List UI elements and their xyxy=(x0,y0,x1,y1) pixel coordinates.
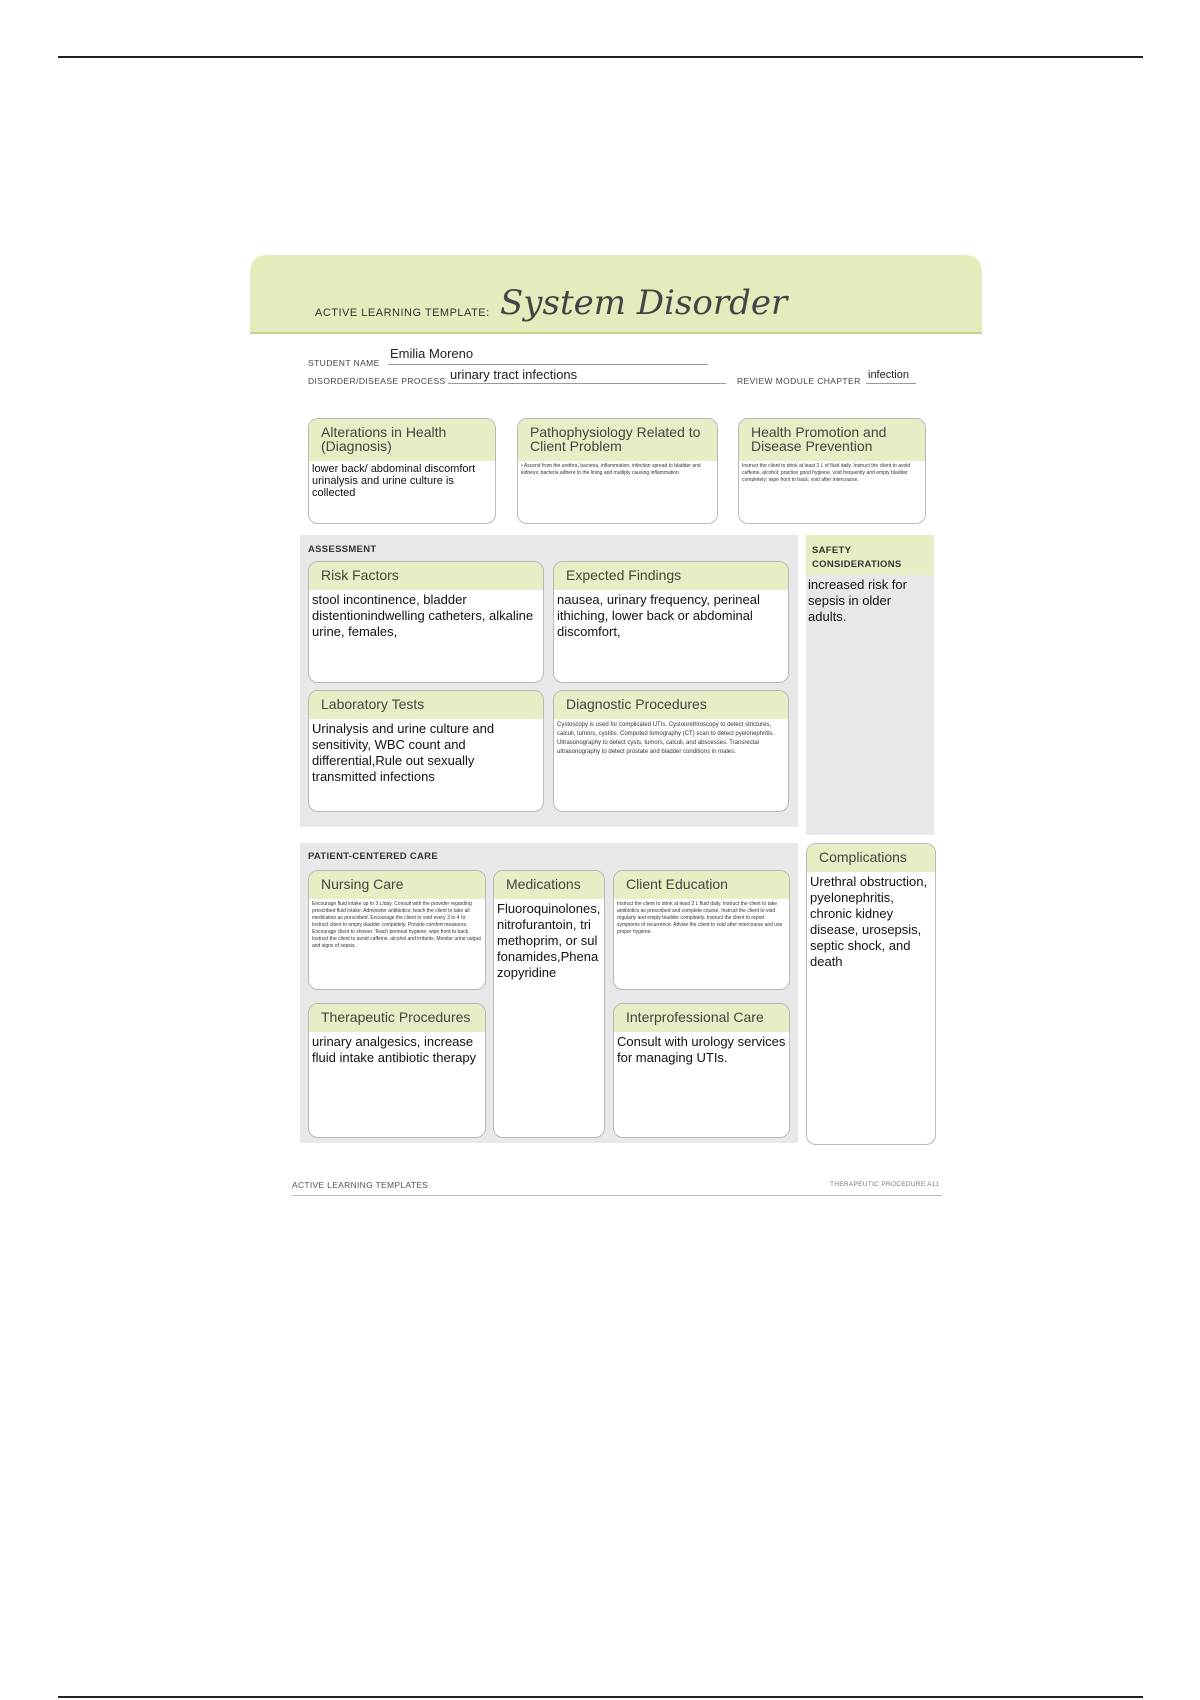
interprofessional-text: Consult with urology services for managing UTIs. xyxy=(617,1034,786,1065)
client-education-box xyxy=(613,870,790,990)
interprofessional-box xyxy=(613,1003,790,1138)
lab-tests-text: Urinalysis and urine culture and sensitivity, WBC count and differential,Rule out sexually transmitted infections xyxy=(312,721,495,784)
student-name-line xyxy=(388,364,708,365)
student-name-value: Emilia Moreno xyxy=(390,346,474,361)
client-education-text: Instruct the client to drink at least 2 L fluid daily. Instruct the client to take antibiotics as prescribed and complete course. Instruct the client to void regularly and empty bladder completely. Instruct the client to report symptoms of recurrence. Advise the client to void after intercourse and use proper hygiene. xyxy=(617,901,783,935)
nursing-care-text: Encourage fluid intake up to 3 L/day. Consult with the provider regarding prescribed fluid intake. Administer antibiotics; teach the client to take all medication as prescribed. Encourage the client to void every 3 to 4 hr. Instruct client to empty bladder completely. Provide comfort measures. Encourage client to shower. Teach perineal hygiene; wipe front to back. Instruct the client to avoid caffeine, alcohol and irritants. Monitor urine output and signs of sepsis. xyxy=(312,901,481,949)
disorder-label: DISORDER/DISEASE PROCESS xyxy=(308,376,446,386)
diagnostic-text: Cystoscopy is used for complicated UTIs. Cystourethroscopy to detect strictures, calculi, tumors, cystitis. Computed tomography (CT) scan to detect pyelonephritis. Ultrasonography to detect cysts, tumors, calculi, and abscesses. Transrectal ultrasonography to detect prostate and bladder conditions in males. xyxy=(557,722,775,755)
medications-title: Medications xyxy=(494,871,604,899)
medications-box xyxy=(493,870,605,1138)
safety-label: SAFETY CONSIDERATIONS xyxy=(812,545,902,570)
health-promotion-title: Health Promotion and Disease Prevention xyxy=(739,419,925,461)
chapter-value: infection xyxy=(868,369,909,381)
safety-text: increased risk for sepsis in older adults. xyxy=(808,577,907,624)
footer-divider xyxy=(292,1195,942,1196)
interprofessional-title: Interprofessional Care xyxy=(614,1004,789,1032)
client-education-title: Client Education xyxy=(614,871,789,899)
chapter-line xyxy=(866,383,916,384)
footer-left: ACTIVE LEARNING TEMPLATES xyxy=(292,1180,429,1190)
medications-text: Fluoroquinolones, nitrofurantoin, trimethoprim, or sulfonamides,Phenazopyridine xyxy=(497,901,601,980)
alterations-title: Alterations in Health (Diagnosis) xyxy=(309,419,495,461)
alterations-text: lower back/ abdominal discomfort urinalysis and urine culture is collected xyxy=(312,463,476,499)
expected-findings-text: nausea, urinary frequency, perineal ithiching, lower back or abdominal discomfort, xyxy=(557,592,760,639)
disorder-value: urinary tract infections xyxy=(450,367,578,382)
header-divider xyxy=(250,332,982,334)
template-title: System Disorder xyxy=(500,283,788,323)
expected-findings-title: Expected Findings xyxy=(554,562,788,590)
template-sheet xyxy=(250,255,982,1200)
chapter-label: REVIEW MODULE CHAPTER xyxy=(737,376,861,386)
pathophysiology-box xyxy=(517,418,718,524)
therapeutic-text: urinary analgesics, increase fluid intake antibiotic therapy xyxy=(312,1034,477,1065)
health-promotion-box xyxy=(738,418,926,524)
lab-tests-box xyxy=(308,690,544,812)
therapeutic-title: Therapeutic Procedures xyxy=(309,1004,485,1032)
top-rule xyxy=(58,56,1143,58)
expected-findings-box xyxy=(553,561,789,683)
student-name-label: STUDENT NAME xyxy=(308,358,380,368)
diagnostic-box xyxy=(553,690,789,812)
nursing-care-box xyxy=(308,870,486,990)
risk-factors-text: stool incontinence, bladder distentionindwelling catheters, alkaline urine, females, xyxy=(312,592,534,639)
template-label: ACTIVE LEARNING TEMPLATE: xyxy=(315,307,490,319)
complications-title: Complications xyxy=(807,844,935,872)
assessment-label: ASSESSMENT xyxy=(308,544,377,555)
pathophysiology-text: • Ascend from the urethra, bacteria, inflammation, infection spread to bladder and kidneys; bacteria adhere to the lining and multiply causing inflammation xyxy=(521,463,701,476)
complications-text: Urethral obstruction, pyelonephritis, chronic kidney disease, urosepsis, septic shock, and death xyxy=(810,874,928,969)
patient-care-label: PATIENT-CENTERED CARE xyxy=(308,851,438,862)
risk-factors-title: Risk Factors xyxy=(309,562,543,590)
footer-right: THERAPEUTIC PROCEDURE A11 xyxy=(830,1181,940,1188)
complications-box xyxy=(806,843,936,1145)
pathophysiology-title: Pathophysiology Related to Client Problem xyxy=(518,419,717,461)
therapeutic-box xyxy=(308,1003,486,1138)
lab-tests-title: Laboratory Tests xyxy=(309,691,543,719)
bottom-rule xyxy=(58,1696,1143,1698)
alterations-box xyxy=(308,418,496,524)
nursing-care-title: Nursing Care xyxy=(309,871,485,899)
risk-factors-box xyxy=(308,561,544,683)
disorder-line xyxy=(448,383,726,384)
health-promotion-text: Instruct the client to drink at least 2 L of fluid daily. Instruct the client to avoid caffeine, alcohol; practice good hygiene, void frequently and empty bladder completely; wipe front to back; void after intercourse. xyxy=(742,463,911,483)
diagnostic-title: Diagnostic Procedures xyxy=(554,691,788,719)
